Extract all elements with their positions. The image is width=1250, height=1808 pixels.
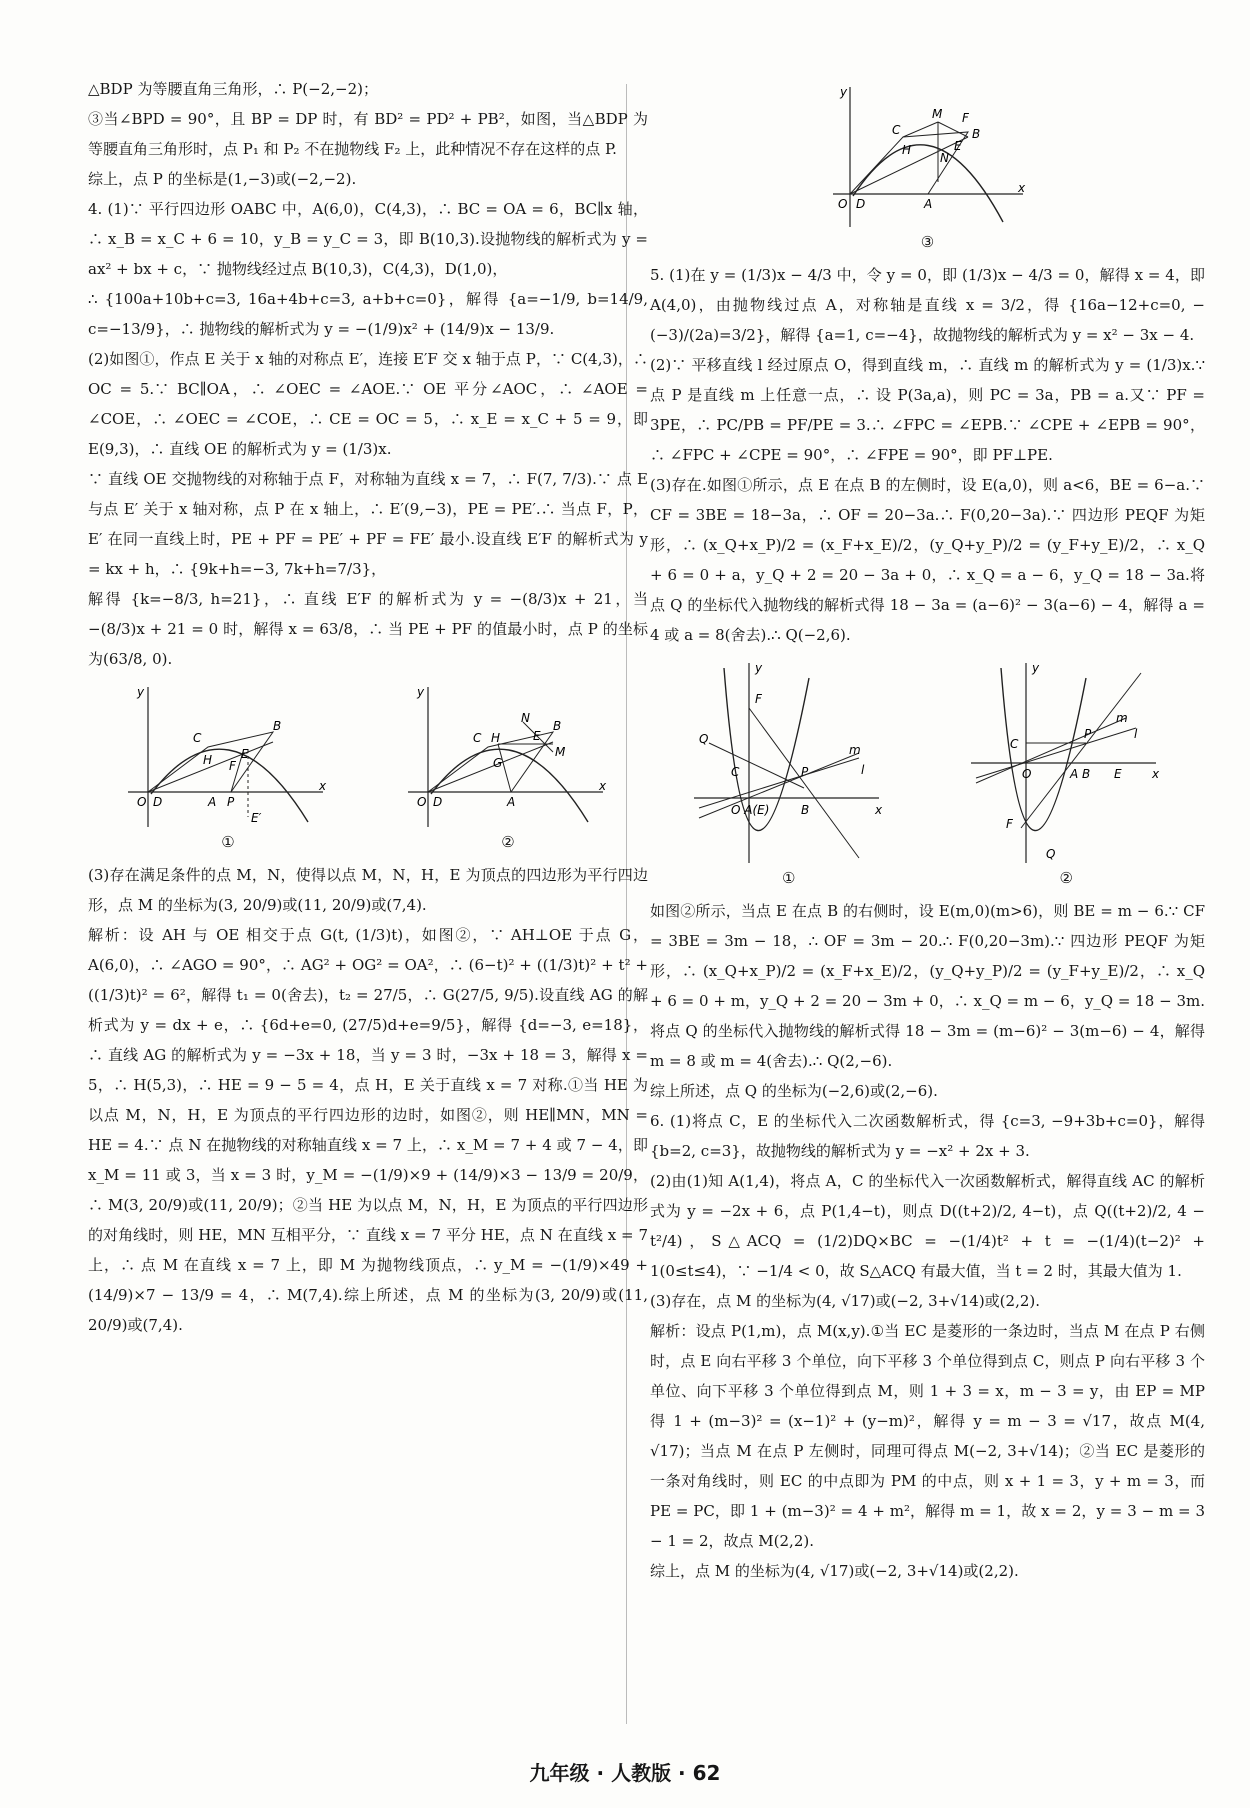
label-o: O: [837, 197, 847, 211]
q3-conclusion-line: △BDP 为等腰直角三角形，∴ P(−2,−2)；: [88, 80, 379, 98]
q4-part1-system: ∴ {100a+10b+c=3, 16a+4b+c=3, a+b+c=0}，解得 {a=−1/9, b=14/9, c=−13/9}，∴ 抛物线的解析式为 y = −(1/9)x² + (14/9)x − 13/9.: [88, 290, 648, 338]
label-c: C: [891, 123, 900, 137]
label-y: y: [754, 661, 762, 675]
label-x: x: [874, 803, 882, 817]
q4-figure-1-caption: ①: [221, 833, 235, 851]
q6-part3: (3)存在，点 M 的坐标为(4, √17)或(−2, 3+√14)或(2,2).: [650, 1292, 1041, 1310]
label-f: F: [1006, 817, 1014, 831]
q4-figure-3: [828, 82, 1028, 252]
label-g: G: [493, 756, 503, 770]
q4-part1: 4. (1)∵ 平行四边形 OABC 中，A(6,0)，C(4,3)，∴ BC = OA = 6，BC∥x 轴，∴ x_B = x_C + 6 = 10，y_B = y_C = 3，即 B(10,3).设抛物线的解析式为 y = ax² + bx + c，∵ 抛物线经过点 B(10,3)，C(4,3)，D(1,0)，: [88, 200, 648, 278]
label-q: Q: [698, 732, 709, 746]
label-oae: O A(E): [730, 803, 770, 817]
q4-part2-result: 解得 {k=−8/3, h=21}，∴ 直线 E′F 的解析式为 y = −(8/3)x + 21，当 −(8/3)x + 21 = 0 时，解得 x = 63/8，∴ 当 PE + PF 的值最小时，点 P 的坐标为(63/8, 0).: [88, 590, 648, 668]
label-e: E: [241, 747, 249, 761]
label-b: B: [553, 719, 562, 733]
q3-case3: ③当∠BPD = 90°，且 BP = DP 时，有 BD² = PD² + PB²，如图，当△BDP 为等腰直角三角形时，点 P₁ 和 P₂ 不在抛物线 F₂ 上，此种情况不存在这样的点 P.: [88, 110, 648, 158]
q3-summary: 综上，点 P 的坐标是(1,−3)或(−2,−2).: [88, 170, 357, 188]
q4-part2: (2)如图①，作点 E 关于 x 轴的对称点 E′，连接 E′F 交 x 轴于点 P，∵ C(4,3)，∴ OC = 5.∵ BC∥OA，∴ ∠OEC = ∠AOE.∵ OE 平分∠AOC，∴ ∠AOE = ∠COE，∴ ∠OEC = ∠COE，∴ CE = OC = 5，∴ x_E = x_C + 5 = 9，即 E(9,3)，∴ 直线 OE 的解析式为 y = (1/3)x.: [88, 350, 648, 458]
q5-figures-row: [650, 658, 1205, 888]
label-l: l: [1134, 727, 1138, 741]
label-y: y: [1032, 661, 1040, 675]
label-h: H: [203, 753, 213, 767]
label-e: E: [533, 729, 541, 743]
label-c: C: [473, 731, 482, 745]
q4-part3: (3)存在满足条件的点 M，N，使得以点 M，N，H，E 为顶点的四边形为平行四边形，点 M 的坐标为(3, 20/9)或(11, 20/9)或(7,4).: [88, 866, 648, 914]
label-y: y: [137, 685, 145, 699]
right-column: [650, 74, 1205, 1586]
label-a: A: [208, 795, 217, 809]
label-b: B: [800, 803, 809, 817]
label-a: A: [923, 197, 932, 211]
line-l: [976, 728, 1136, 778]
label-f: F: [229, 759, 236, 773]
q4-figure-2-caption: ②: [501, 833, 515, 851]
q4-figure-2-graph: [403, 682, 613, 832]
label-b: B: [1082, 767, 1091, 781]
page-footer: 九年级 · 人教版 · 62: [529, 1761, 721, 1785]
label-p: P: [227, 795, 235, 809]
label-h: H: [491, 731, 501, 745]
label-f: F: [961, 111, 969, 125]
label-x: x: [1152, 767, 1160, 781]
label-h: H: [901, 143, 911, 157]
q4-figure-1-graph: [123, 682, 333, 832]
label-p: P: [1084, 727, 1092, 741]
label-l: l: [860, 763, 865, 777]
label-y: y: [839, 85, 847, 99]
label-c: C: [730, 765, 740, 779]
label-m: m: [848, 743, 861, 757]
q4-figure-3-row: [650, 82, 1205, 252]
label-m: m: [1116, 711, 1128, 725]
line-m: [976, 718, 1126, 783]
q5-figure-1: [689, 658, 889, 888]
label-n: N: [939, 151, 949, 165]
label-o: O: [137, 795, 147, 809]
label-m: M: [931, 107, 942, 121]
label-e-prime: E′: [251, 811, 262, 825]
label-x: x: [1017, 181, 1025, 195]
line-fe: [749, 708, 859, 858]
q4-figure-2: [403, 682, 613, 852]
label-d: D: [855, 197, 865, 211]
label-d: D: [153, 795, 163, 809]
label-x: x: [319, 779, 327, 793]
label-y: y: [417, 685, 425, 699]
label-o: O: [417, 795, 427, 809]
left-column: [88, 74, 648, 1340]
line-m: [699, 753, 859, 818]
q5-summary: 综上所述，点 Q 的坐标为(−2,6)或(2,−6).: [650, 1082, 938, 1100]
label-f: F: [754, 692, 762, 706]
q4-part3-analysis: 解析：设 AH 与 OE 相交于点 G(t, (1/3)t)，如图②，∵ AH⊥OE 于点 G，A(6,0)，∴ ∠AGO = 90°，∴ AG² + OG² = OA²，∴ (6−t)² + ((1/3)t)² + t² + ((1/3)t)² = 6²，解得 t₁ = 0(舍去)，t₂ = 27/5，∴ G(27/5, 9/5).设直线 AG 的解析式为 y = dx + e，∴ {6d+e=0, (27/5)d+e=9/5}，解得 {d=−3, e=18}，∴ 直线 AG 的解析式为 y = −3x + 18，当 y = 3 时，−3x + 18 = 3，解得 x = 5，∴ H(5,3)，∴ HE = 9 − 5 = 4，点 H，E 关于直线 x = 7 对称.①当 HE 为以点 M，N，H，E 为顶点的平行四边形的边时，如图②，则 HE∥MN，MN = HE = 4.∵ 点 N 在抛物线的对称轴直线 x = 7 上，∴ x_M = 7 + 4 或 7 − 4，即 x_M = 11 或 3，当 x = 3 时，y_M = −(1/9)×9 + (14/9)×3 − 13/9 = 20/9，∴ M(3, 20/9)或(11, 20/9)；②当 HE 为以点 M，N，H，E 为顶点的平行四边形的对角线时，则 HE，MN 互相平分，∵ 直线 x = 7 平分 HE，点 N 在直线 x = 7 上，∴ 点 M 在直线 x = 7 上，即 M 为抛物线顶点，∴ y_M = −(1/9)×49 + (14/9)×7 − 13/9 = 4，∴ M(7,4).综上所述，点 M 的坐标为(3, 20/9)或(11, 20/9)或(7,4).: [88, 926, 648, 1334]
label-e: E: [1114, 767, 1122, 781]
label-q: Q: [1046, 847, 1056, 861]
q4-part2-cont: ∵ 直线 OE 交抛物线的对称轴于点 F，对称轴为直线 x = 7，∴ F(7, 7/3).∵ 点 E 与点 E′ 关于 x 轴对称，点 P 在 x 轴上，∴ E′(9,−3)，PE = PE′.∴ 当点 F，P，E′ 在同一直线上时，PE + PF = PE′ + PF = FE′ 最小.设直线 E′F 的解析式为 y = kx + h，∴ {9k+h=−3, 7k+h=7/3}，: [88, 470, 648, 578]
q4-figure-1: [123, 682, 333, 852]
label-d: D: [433, 795, 443, 809]
q6-part3-analysis: 解析：设点 P(1,m)，点 M(x,y).①当 EC 是菱形的一条边时，当点 M 在点 P 右侧时，点 E 向右平移 3 个单位，向下平移 3 个单位得到点 C，则点 P 向右平移 3 个单位、向下平移 3 个单位得到点 M，则 1 + 3 = x，m − 3 = y，由 EP = MP 得 1 + (m−3)² = (x−1)² + (y−m)²，解得 y = m − 3 = √17，故点 M(4, √17)；当点 M 在点 P 左侧时，同理可得点 M(−2, 3+√14)；②当 EC 是菱形的一条对角线时，则 EC 的中点即为 PM 的中点，则 x + 1 = 3，y + m = 3，而 PE = PC，即 1 + (m−3)² = 4 + m²，解得 m = 1，故 x = 2，y = 3 − m = 3 − 1 = 2，故点 M(2,2).: [650, 1322, 1205, 1550]
q6-summary: 综上，点 M 的坐标为(4, √17)或(−2, 3+√14)或(2,2).: [650, 1562, 1019, 1580]
q4-figures-row: [88, 682, 648, 852]
q5-part3-case2: 如图②所示，当点 E 在点 B 的右侧时，设 E(m,0)(m>6)，则 BE = m − 6.∵ CF = 3BE = 3m − 18，∴ OF = 3m − 20.∴ F(0,20−3m).∵ 四边形 PEQF 为矩形，∴ (x_Q+x_P)/2 = (x_F+x_E)/2，(y_Q+y_P)/2 = (y_F+y_E)/2，∴ x_Q + 6 = 0 + m，y_Q + 2 = 20 − 3m + 0，∴ x_Q = m − 6，y_Q = 18 − 3m.将点 Q 的坐标代入抛物线的解析式得 18 − 3m = (m−6)² − 3(m−6) − 4，解得 m = 8 或 m = 4(舍去).∴ Q(2,−6).: [650, 902, 1205, 1070]
q6-part2: (2)由(1)知 A(1,4)，将点 A，C 的坐标代入一次函数解析式，解得直线 AC 的解析式为 y = −2x + 6，点 P(1,4−t)，则点 D((t+2)/2, 4−t)，点 Q((t+2)/2, 4 − t²/4)，S△ACQ = (1/2)DQ×BC = −(1/4)t² + t = −(1/4)(t−2)² + 1(0≤t≤4)，∵ −1/4 < 0，故 S△ACQ 有最大值，当 t = 2 时，其最大值为 1.: [650, 1172, 1205, 1280]
label-b: B: [971, 127, 980, 141]
label-c: C: [193, 731, 202, 745]
label-p: P: [800, 765, 808, 779]
label-n: N: [521, 711, 530, 725]
label-m: M: [555, 745, 566, 759]
label-b: B: [273, 719, 282, 733]
q5-part2: (2)∵ 平移直线 l 经过原点 O，得到直线 m，∴ 直线 m 的解析式为 y = (1/3)x.∵ 点 P 是直线 m 上任意一点，∴ 设 P(3a,a)，则 PC = 3a，PB = a.又∵ PF = 3PE，∴ PC/PB = PF/PE = 3.∴ ∠FPC = ∠EPB.∵ ∠CPE + ∠EPB = 90°，∴ ∠FPC + ∠CPE = 90°，∴ ∠FPE = 90°，即 PF⊥PE.: [650, 356, 1205, 464]
q4-figure-3-graph: [828, 82, 1028, 232]
q5-figure-2-graph: [966, 658, 1166, 868]
q5-part1: 5. (1)在 y = (1/3)x − 4/3 中，令 y = 0，即 (1/3)x − 4/3 = 0，解得 x = 4，即 A(4,0)，由抛物线过点 A，对称轴是直线 x = 3/2，得 {16a−12+c=0, −(−3)/(2a)=3/2}，解得 {a=1, c=−4}，故抛物线的解析式为 y = x² − 3x − 4.: [650, 266, 1205, 344]
q5-figure-2: [966, 658, 1166, 888]
q5-figure-1-caption: ①: [782, 869, 796, 887]
label-c: C: [1010, 737, 1019, 751]
line-fe: [1021, 673, 1141, 828]
label-x: x: [599, 779, 607, 793]
label-e: E: [953, 139, 962, 153]
q5-part3: (3)存在.如图①所示，点 E 在点 B 的左侧时，设 E(a,0)，则 a<6，BE = 6−a.∵ CF = 3BE = 18−3a，∴ OF = 20−3a.∴ F(0,20−3a).∵ 四边形 PEQF 为矩形，∴ (x_Q+x_P)/2 = (x_F+x_E)/2，(y_Q+y_P)/2 = (y_F+y_E)/2，∴ x_Q + 6 = 0 + a，y_Q + 2 = 20 − 3a + 0，∴ x_Q = a − 6，y_Q = 18 − 3a.将点 Q 的坐标代入抛物线的解析式得 18 − 3a = (a−6)² − 3(a−6) − 4，解得 a = 4 或 a = 8(舍去).∴ Q(−2,6).: [650, 476, 1205, 644]
q6-part1: 6. (1)将点 C，E 的坐标代入二次函数解析式，得 {c=3, −9+3b+c=0}，解得 {b=2, c=3}，故抛物线的解析式为 y = −x² + 2x + 3.: [650, 1112, 1205, 1160]
label-o: O: [1022, 767, 1032, 781]
q5-figure-1-graph: [689, 658, 889, 868]
parallelogram: [850, 132, 968, 194]
label-a: A: [507, 795, 516, 809]
q5-figure-2-caption: ②: [1059, 869, 1073, 887]
label-a: A: [1070, 767, 1079, 781]
q4-figure-3-caption: ③: [920, 233, 935, 251]
